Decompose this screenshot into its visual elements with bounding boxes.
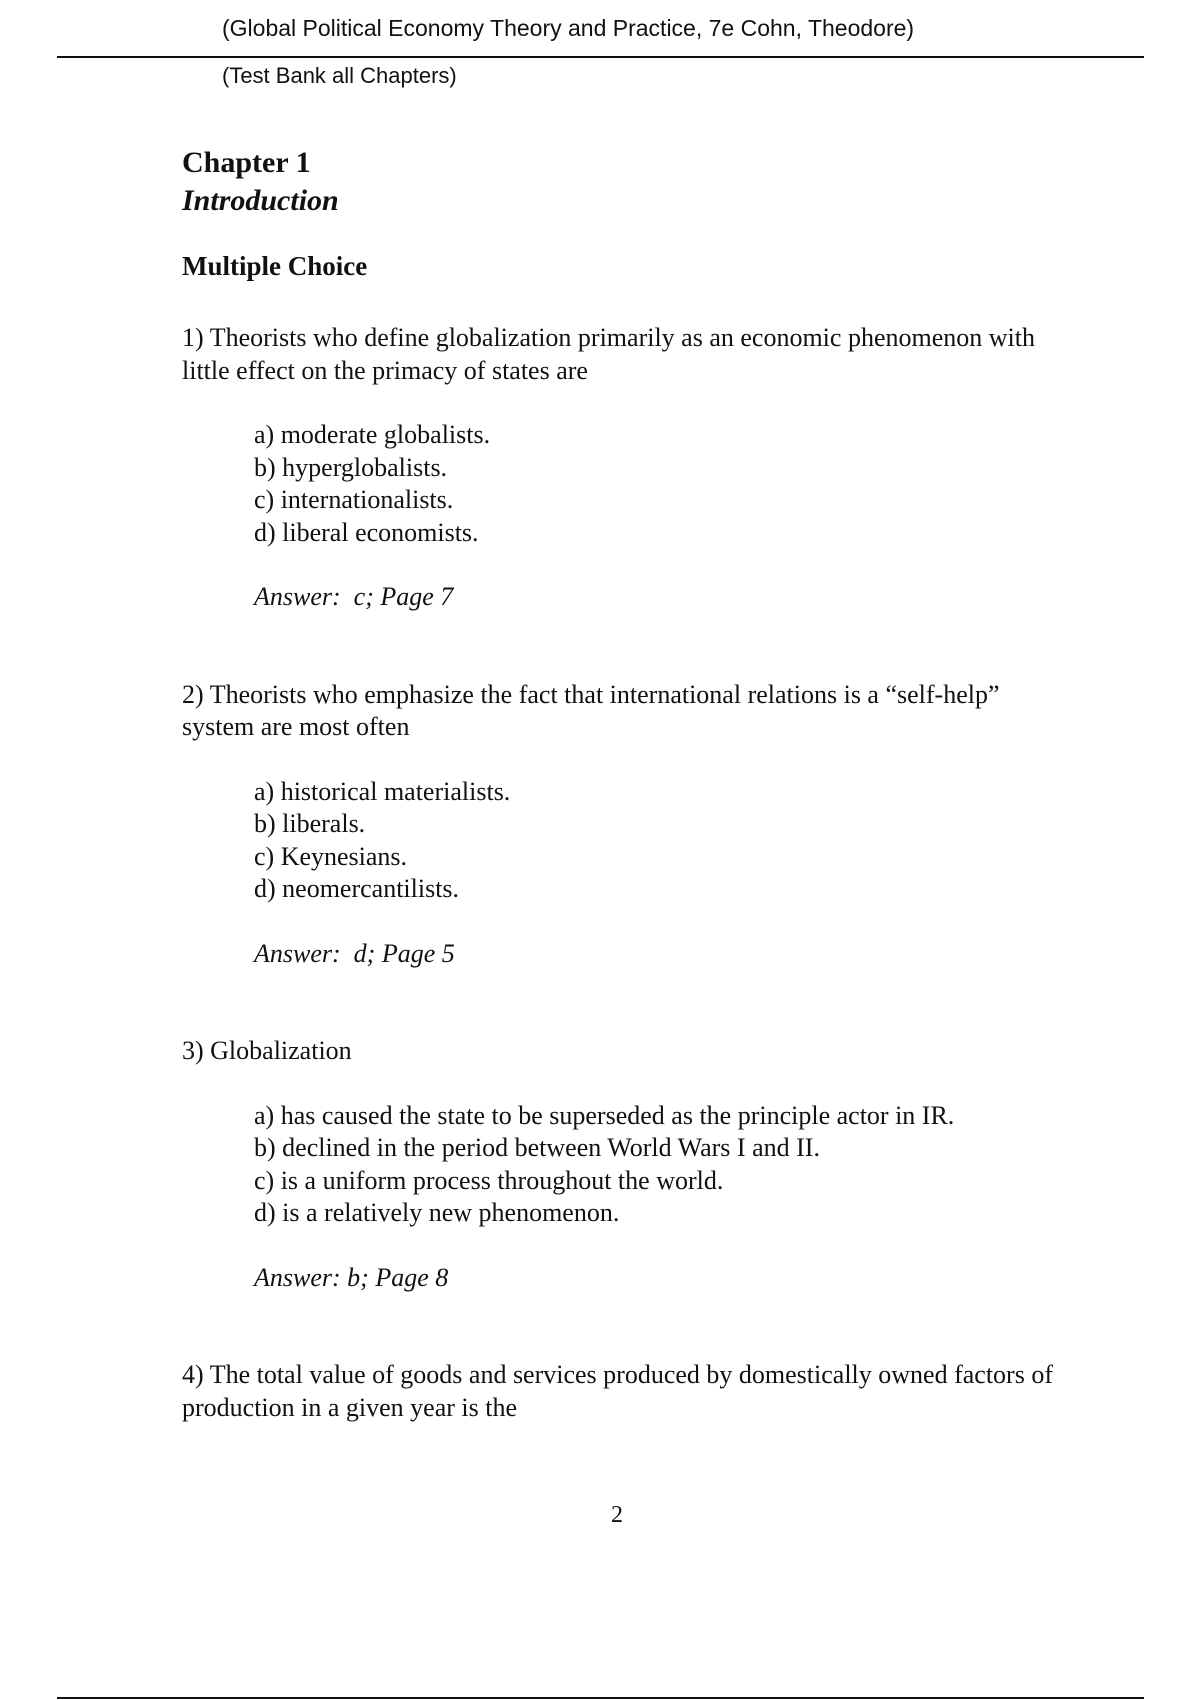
question-2 [182,679,1082,971]
header-divider [57,56,1144,58]
question-4 [182,1359,1082,1424]
question-stem: 1) Theorists who define globalization primarily as an economic phenomenon with little effect on the primacy of states are [182,323,1035,385]
answer-key: Answer: b; Page 8 [254,1262,449,1292]
option-b: b) hyperglobalists. [254,452,448,482]
option-c: c) is a uniform process throughout the world. [254,1165,724,1195]
option-b: b) liberals. [254,809,366,838]
option-c: c) internationalists. [254,485,454,514]
option-d: d) neomercantilists. [254,874,460,903]
page-content [182,144,1082,1424]
question-stem: 3) Globalization [182,1036,352,1065]
chapter-title: Introduction [182,184,339,217]
option-a: a) moderate globalists. [254,420,491,449]
option-b: b) declined in the period between World Wars I and II. [254,1133,820,1162]
question-stem: 2) Theorists who emphasize the fact that international relations is a “self-help” system are most often [182,679,1000,741]
running-header-title: (Global Political Economy Theory and Practice, 7e Cohn, Theodore) [222,15,915,41]
question-3 [182,1035,1082,1294]
option-c: c) Keynesians. [254,841,408,871]
answer-options [254,419,1082,549]
answer-key: Answer: d; Page 5 [254,938,455,968]
option-d: d) liberal economists. [254,517,479,547]
option-a: a) historical materialists. [254,776,511,806]
chapter-number: Chapter 1 [182,146,311,179]
section-heading: Multiple Choice [182,251,368,281]
running-header-subtitle: (Test Bank all Chapters) [222,63,457,88]
answer-key: Answer: c; Page 7 [254,582,454,611]
option-d: d) is a relatively new phenomenon. [254,1198,620,1227]
question-stem: 4) The total value of goods and services produced by domestically owned factors of production in a given year is the [182,1360,1053,1422]
question-1 [182,322,1082,614]
option-a: a) has caused the state to be superseded as the principle actor in IR. [254,1100,955,1130]
page-number: 2 [611,1502,623,1528]
answer-options [254,776,1082,906]
footer-divider [57,1697,1144,1699]
answer-options [254,1100,1082,1230]
